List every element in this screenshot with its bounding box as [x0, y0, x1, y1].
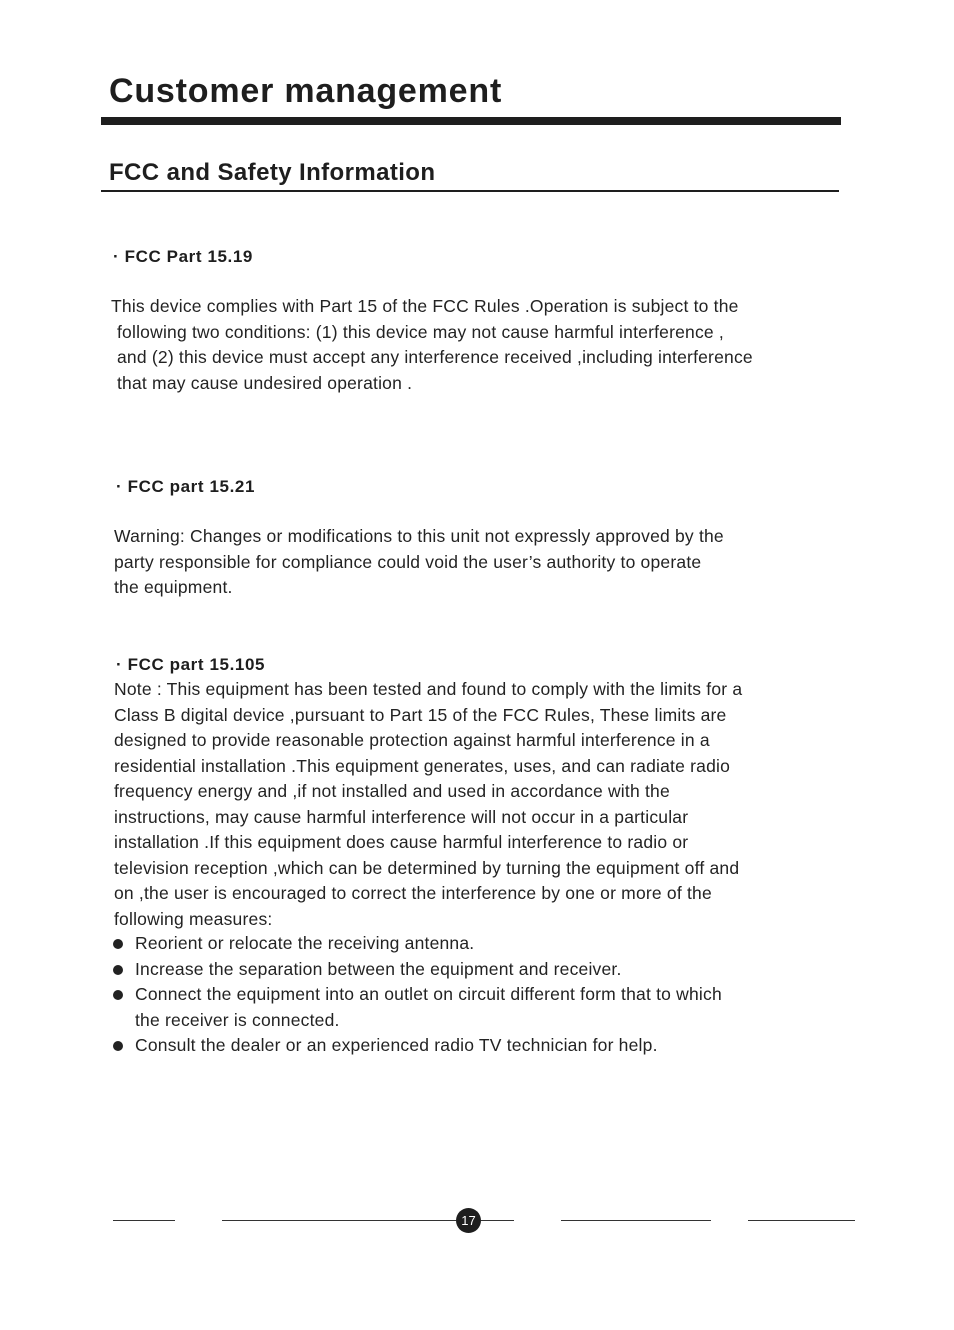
paragraph-line: Note : This equipment has been tested and found to comply with the limits for a: [114, 679, 743, 699]
heading-fcc-15-21: · FCC part 15.21: [116, 477, 256, 496]
paragraph-line: following measures:: [114, 908, 273, 929]
paragraph-line: following two conditions: (1) this device may not cause harmful interference ,: [117, 321, 724, 342]
paragraph-line: Warning: Changes or modifications to this unit not expressly approved by the: [114, 526, 724, 546]
heading-fcc-15-19: · FCC Part 15.19: [113, 247, 253, 266]
measures-list: [113, 931, 873, 1059]
title-rule: [101, 117, 841, 125]
list-item-text: Reorient or relocate the receiving antenna.: [135, 933, 475, 953]
bullet-icon: [113, 1041, 123, 1051]
paragraph-line: residential installation .This equipment generates, uses, and can radiate radio: [114, 755, 731, 776]
footer-rule: [113, 1220, 175, 1221]
list-item-text: Consult the dealer or an experienced radio TV technician for help.: [135, 1035, 658, 1055]
paragraph-line: designed to provide reasonable protection against harmful interference in a: [114, 730, 710, 750]
bullet-icon: [113, 965, 123, 975]
list-item: [113, 1033, 873, 1059]
section-rule: [101, 190, 839, 192]
paragraph-fcc-15-105: [114, 677, 742, 932]
paragraph-line: instructions, may cause harmful interference will not occur in a particular: [114, 806, 689, 827]
paragraph-line: and (2) this device must accept any interference received ,including interference: [117, 347, 753, 367]
paragraph-line: Class B digital device ,pursuant to Part 15 of the FCC Rules, These limits are: [114, 704, 727, 725]
paragraph-line: frequency energy and ,if not installed and used in accordance with the: [114, 781, 670, 801]
heading-fcc-15-105: · FCC part 15.105: [116, 655, 266, 674]
footer-rule: [481, 1220, 514, 1221]
paragraph-line: the equipment.: [114, 577, 233, 597]
section-title: FCC and Safety Information: [109, 159, 436, 186]
paragraph-fcc-15-19: [111, 294, 753, 396]
list-item-text: the receiver is connected.: [135, 1009, 340, 1030]
footer-rule: [222, 1220, 456, 1221]
list-item: [113, 931, 873, 957]
footer-rule: [561, 1220, 711, 1221]
paragraph-line: television reception ,which can be determined by turning the equipment off and: [114, 857, 740, 878]
list-item: [113, 957, 873, 983]
page-title: Customer management: [109, 72, 503, 110]
paragraph-fcc-15-21: [114, 524, 724, 601]
paragraph-line: installation .If this equipment does cause harmful interference to radio or: [114, 832, 689, 852]
paragraph-line: on ,the user is encouraged to correct the interference by one or more of the: [114, 883, 712, 903]
bullet-icon: [113, 990, 123, 1000]
paragraph-line: that may cause undesired operation .: [117, 372, 413, 393]
list-item: [113, 982, 873, 1033]
footer-rule: [748, 1220, 855, 1221]
paragraph-line: This device complies with Part 15 of the FCC Rules .Operation is subject to the: [111, 296, 739, 316]
list-item-text: Increase the separation between the equipment and receiver.: [135, 958, 622, 979]
paragraph-line: party responsible for compliance could void the user’s authority to operate: [114, 551, 702, 572]
list-item-text: Connect the equipment into an outlet on circuit different form that to which: [135, 984, 722, 1004]
page-number-badge: 17: [456, 1208, 481, 1233]
bullet-icon: [113, 939, 123, 949]
